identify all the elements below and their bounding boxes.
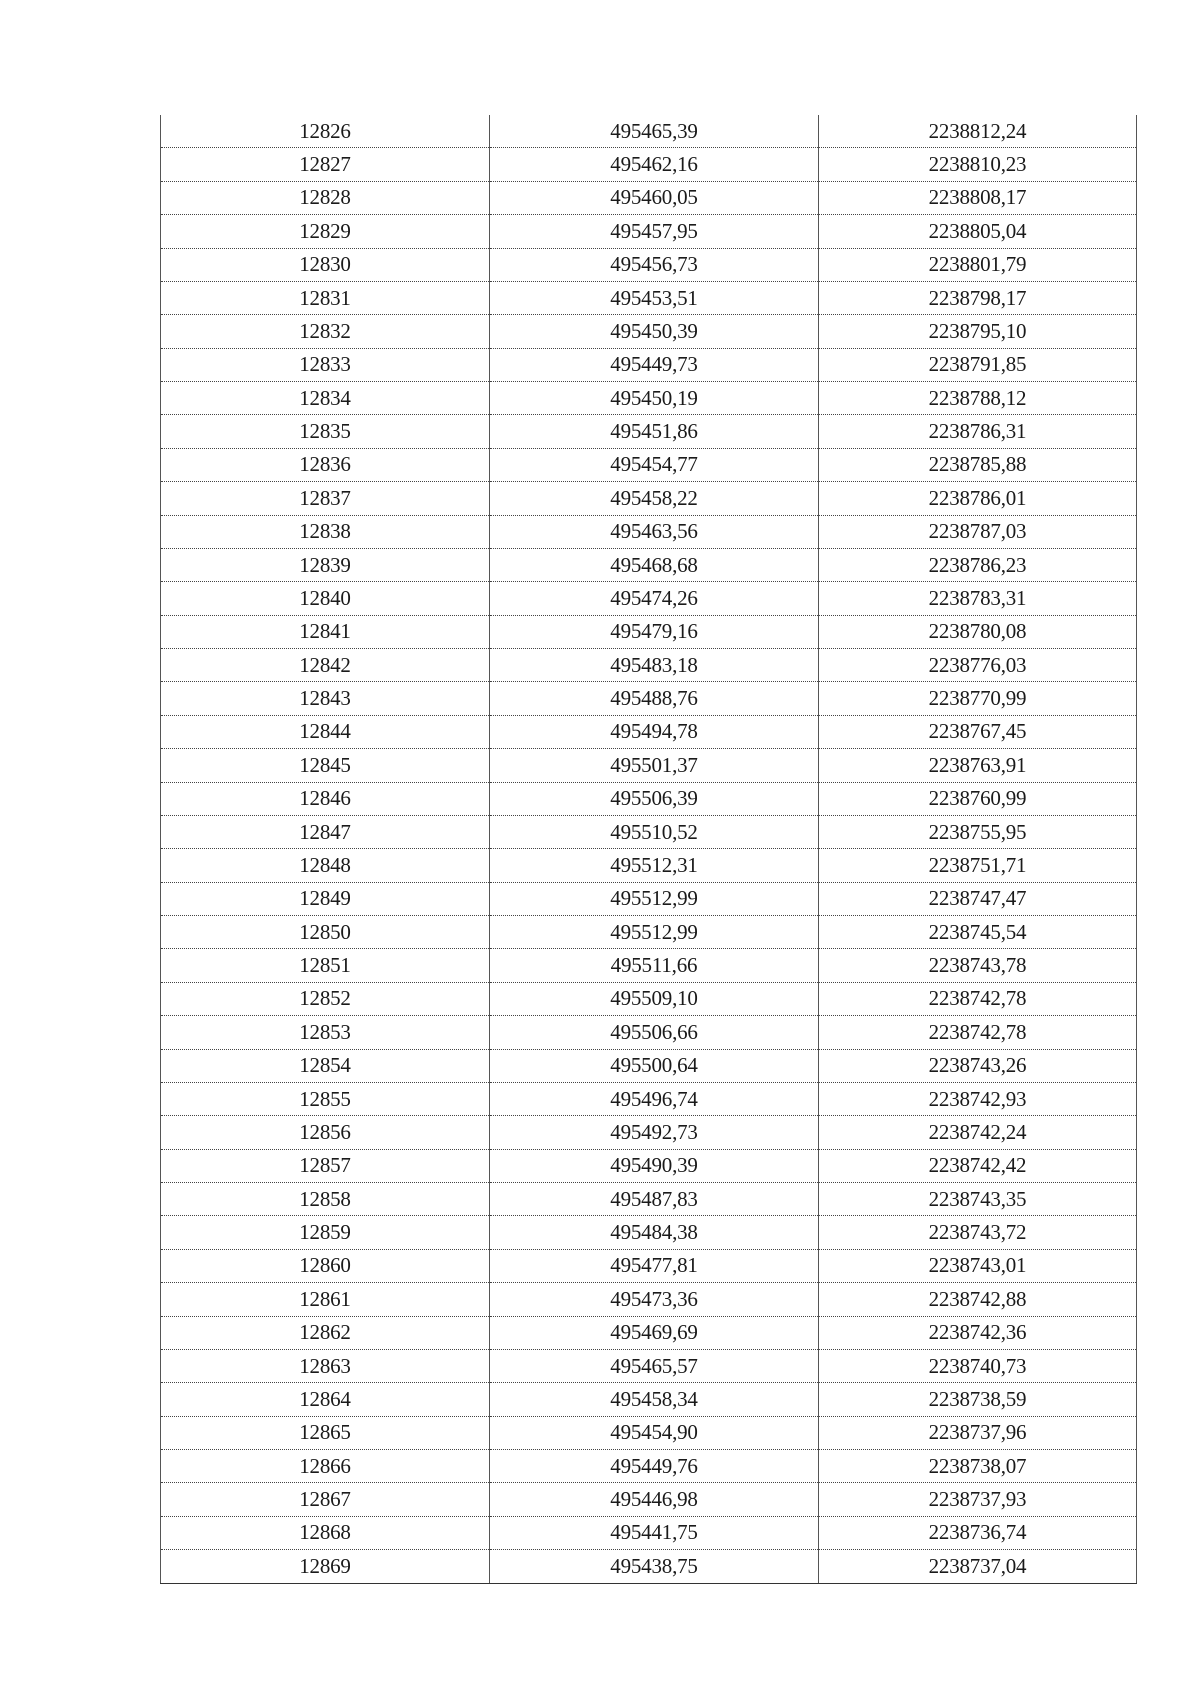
table-row [161, 1516, 1137, 1549]
y-coordinate-cell: 2238742,36 [819, 1316, 1137, 1349]
x-coordinate-cell: 495465,57 [490, 1349, 819, 1382]
point-number-cell: 12837 [161, 482, 490, 515]
point-number-cell: 12838 [161, 515, 490, 548]
point-number-cell: 12827 [161, 148, 490, 181]
x-coordinate-cell: 495454,90 [490, 1416, 819, 1449]
x-coordinate-cell: 495465,39 [490, 115, 819, 148]
point-number-cell: 12833 [161, 348, 490, 381]
y-coordinate-cell: 2238743,26 [819, 1049, 1137, 1082]
point-number-cell: 12841 [161, 615, 490, 648]
x-coordinate-cell: 495451,86 [490, 415, 819, 448]
table-row [161, 582, 1137, 615]
x-coordinate-cell: 495512,31 [490, 849, 819, 882]
coordinates-table-body [161, 115, 1137, 1583]
y-coordinate-cell: 2238743,35 [819, 1183, 1137, 1216]
point-number-cell: 12858 [161, 1183, 490, 1216]
y-coordinate-cell: 2238783,31 [819, 582, 1137, 615]
x-coordinate-cell: 495450,39 [490, 315, 819, 348]
y-coordinate-cell: 2238742,42 [819, 1149, 1137, 1182]
table-row [161, 1483, 1137, 1516]
y-coordinate-cell: 2238742,78 [819, 982, 1137, 1015]
y-coordinate-cell: 2238808,17 [819, 181, 1137, 214]
x-coordinate-cell: 495473,36 [490, 1283, 819, 1316]
table-row [161, 749, 1137, 782]
y-coordinate-cell: 2238810,23 [819, 148, 1137, 181]
y-coordinate-cell: 2238763,91 [819, 749, 1137, 782]
point-number-cell: 12832 [161, 315, 490, 348]
table-row [161, 1349, 1137, 1382]
table-row [161, 1049, 1137, 1082]
point-number-cell: 12850 [161, 916, 490, 949]
x-coordinate-cell: 495510,52 [490, 815, 819, 848]
x-coordinate-cell: 495458,34 [490, 1383, 819, 1416]
x-coordinate-cell: 495487,83 [490, 1183, 819, 1216]
y-coordinate-cell: 2238742,24 [819, 1116, 1137, 1149]
table-row [161, 115, 1137, 148]
x-coordinate-cell: 495456,73 [490, 248, 819, 281]
table-row [161, 949, 1137, 982]
y-coordinate-cell: 2238755,95 [819, 815, 1137, 848]
y-coordinate-cell: 2238786,31 [819, 415, 1137, 448]
table-row [161, 849, 1137, 882]
point-number-cell: 12867 [161, 1483, 490, 1516]
point-number-cell: 12860 [161, 1249, 490, 1282]
y-coordinate-cell: 2238776,03 [819, 649, 1137, 682]
table-row [161, 415, 1137, 448]
table-row [161, 1216, 1137, 1249]
point-number-cell: 12861 [161, 1283, 490, 1316]
table-row [161, 248, 1137, 281]
table-row [161, 1183, 1137, 1216]
table-row [161, 1149, 1137, 1182]
x-coordinate-cell: 495492,73 [490, 1116, 819, 1149]
point-number-cell: 12828 [161, 181, 490, 214]
point-number-cell: 12862 [161, 1316, 490, 1349]
x-coordinate-cell: 495501,37 [490, 749, 819, 782]
table-row [161, 1082, 1137, 1115]
x-coordinate-cell: 495458,22 [490, 482, 819, 515]
table-row [161, 515, 1137, 548]
x-coordinate-cell: 495509,10 [490, 982, 819, 1015]
point-number-cell: 12846 [161, 782, 490, 815]
table-row [161, 649, 1137, 682]
y-coordinate-cell: 2238737,04 [819, 1550, 1137, 1583]
y-coordinate-cell: 2238737,93 [819, 1483, 1137, 1516]
y-coordinate-cell: 2238770,99 [819, 682, 1137, 715]
point-number-cell: 12857 [161, 1149, 490, 1182]
table-row [161, 1550, 1137, 1583]
x-coordinate-cell: 495483,18 [490, 649, 819, 682]
point-number-cell: 12869 [161, 1550, 490, 1583]
y-coordinate-cell: 2238737,96 [819, 1416, 1137, 1449]
point-number-cell: 12831 [161, 281, 490, 314]
x-coordinate-cell: 495468,68 [490, 548, 819, 581]
point-number-cell: 12851 [161, 949, 490, 982]
point-number-cell: 12840 [161, 582, 490, 615]
x-coordinate-cell: 495512,99 [490, 916, 819, 949]
x-coordinate-cell: 495453,51 [490, 281, 819, 314]
table-row [161, 1450, 1137, 1483]
y-coordinate-cell: 2238743,78 [819, 949, 1137, 982]
point-number-cell: 12848 [161, 849, 490, 882]
table-row [161, 281, 1137, 314]
y-coordinate-cell: 2238801,79 [819, 248, 1137, 281]
table-row [161, 1283, 1137, 1316]
x-coordinate-cell: 495512,99 [490, 882, 819, 915]
x-coordinate-cell: 495490,39 [490, 1149, 819, 1182]
x-coordinate-cell: 495506,39 [490, 782, 819, 815]
table-row [161, 1249, 1137, 1282]
y-coordinate-cell: 2238787,03 [819, 515, 1137, 548]
y-coordinate-cell: 2238786,01 [819, 482, 1137, 515]
table-row [161, 315, 1137, 348]
point-number-cell: 12854 [161, 1049, 490, 1082]
y-coordinate-cell: 2238742,78 [819, 1016, 1137, 1049]
x-coordinate-cell: 495506,66 [490, 1016, 819, 1049]
y-coordinate-cell: 2238751,71 [819, 849, 1137, 882]
x-coordinate-cell: 495441,75 [490, 1516, 819, 1549]
y-coordinate-cell: 2238740,73 [819, 1349, 1137, 1382]
point-number-cell: 12843 [161, 682, 490, 715]
y-coordinate-cell: 2238743,01 [819, 1249, 1137, 1282]
y-coordinate-cell: 2238738,07 [819, 1450, 1137, 1483]
y-coordinate-cell: 2238747,47 [819, 882, 1137, 915]
point-number-cell: 12866 [161, 1450, 490, 1483]
table-row [161, 982, 1137, 1015]
point-number-cell: 12868 [161, 1516, 490, 1549]
x-coordinate-cell: 495496,74 [490, 1082, 819, 1115]
point-number-cell: 12863 [161, 1349, 490, 1382]
x-coordinate-cell: 495460,05 [490, 181, 819, 214]
y-coordinate-cell: 2238736,74 [819, 1516, 1137, 1549]
y-coordinate-cell: 2238742,88 [819, 1283, 1137, 1316]
x-coordinate-cell: 495462,16 [490, 148, 819, 181]
x-coordinate-cell: 495469,69 [490, 1316, 819, 1349]
y-coordinate-cell: 2238798,17 [819, 281, 1137, 314]
point-number-cell: 12852 [161, 982, 490, 1015]
table-row [161, 615, 1137, 648]
y-coordinate-cell: 2238786,23 [819, 548, 1137, 581]
x-coordinate-cell: 495511,66 [490, 949, 819, 982]
x-coordinate-cell: 495474,26 [490, 582, 819, 615]
table-row [161, 916, 1137, 949]
y-coordinate-cell: 2238742,93 [819, 1082, 1137, 1115]
y-coordinate-cell: 2238760,99 [819, 782, 1137, 815]
y-coordinate-cell: 2238795,10 [819, 315, 1137, 348]
point-number-cell: 12836 [161, 448, 490, 481]
point-number-cell: 12839 [161, 548, 490, 581]
y-coordinate-cell: 2238743,72 [819, 1216, 1137, 1249]
point-number-cell: 12855 [161, 1082, 490, 1115]
x-coordinate-cell: 495500,64 [490, 1049, 819, 1082]
point-number-cell: 12849 [161, 882, 490, 915]
x-coordinate-cell: 495449,76 [490, 1450, 819, 1483]
x-coordinate-cell: 495449,73 [490, 348, 819, 381]
x-coordinate-cell: 495477,81 [490, 1249, 819, 1282]
table-row [161, 1316, 1137, 1349]
x-coordinate-cell: 495484,38 [490, 1216, 819, 1249]
point-number-cell: 12856 [161, 1116, 490, 1149]
y-coordinate-cell: 2238767,45 [819, 715, 1137, 748]
table-row [161, 548, 1137, 581]
table-row [161, 682, 1137, 715]
x-coordinate-cell: 495454,77 [490, 448, 819, 481]
x-coordinate-cell: 495479,16 [490, 615, 819, 648]
point-number-cell: 12859 [161, 1216, 490, 1249]
y-coordinate-cell: 2238745,54 [819, 916, 1137, 949]
table-row [161, 448, 1137, 481]
point-number-cell: 12834 [161, 382, 490, 415]
table-row [161, 482, 1137, 515]
y-coordinate-cell: 2238812,24 [819, 115, 1137, 148]
point-number-cell: 12830 [161, 248, 490, 281]
y-coordinate-cell: 2238780,08 [819, 615, 1137, 648]
y-coordinate-cell: 2238785,88 [819, 448, 1137, 481]
y-coordinate-cell: 2238738,59 [819, 1383, 1137, 1416]
y-coordinate-cell: 2238788,12 [819, 382, 1137, 415]
table-row [161, 148, 1137, 181]
x-coordinate-cell: 495488,76 [490, 682, 819, 715]
point-number-cell: 12829 [161, 215, 490, 248]
x-coordinate-cell: 495446,98 [490, 1483, 819, 1516]
table-row [161, 1116, 1137, 1149]
point-number-cell: 12865 [161, 1416, 490, 1449]
point-number-cell: 12842 [161, 649, 490, 682]
table-row [161, 1416, 1137, 1449]
table-row [161, 382, 1137, 415]
point-number-cell: 12844 [161, 715, 490, 748]
table-row [161, 1383, 1137, 1416]
table-row [161, 815, 1137, 848]
table-row [161, 215, 1137, 248]
point-number-cell: 12835 [161, 415, 490, 448]
x-coordinate-cell: 495457,95 [490, 215, 819, 248]
point-number-cell: 12826 [161, 115, 490, 148]
table-row [161, 348, 1137, 381]
point-number-cell: 12853 [161, 1016, 490, 1049]
table-row [161, 782, 1137, 815]
table-row [161, 1016, 1137, 1049]
x-coordinate-cell: 495438,75 [490, 1550, 819, 1583]
table-row [161, 882, 1137, 915]
point-number-cell: 12845 [161, 749, 490, 782]
y-coordinate-cell: 2238791,85 [819, 348, 1137, 381]
x-coordinate-cell: 495463,56 [490, 515, 819, 548]
point-number-cell: 12847 [161, 815, 490, 848]
x-coordinate-cell: 495494,78 [490, 715, 819, 748]
x-coordinate-cell: 495450,19 [490, 382, 819, 415]
table-row [161, 181, 1137, 214]
point-number-cell: 12864 [161, 1383, 490, 1416]
coordinates-table [160, 115, 1137, 1584]
table-row [161, 715, 1137, 748]
y-coordinate-cell: 2238805,04 [819, 215, 1137, 248]
